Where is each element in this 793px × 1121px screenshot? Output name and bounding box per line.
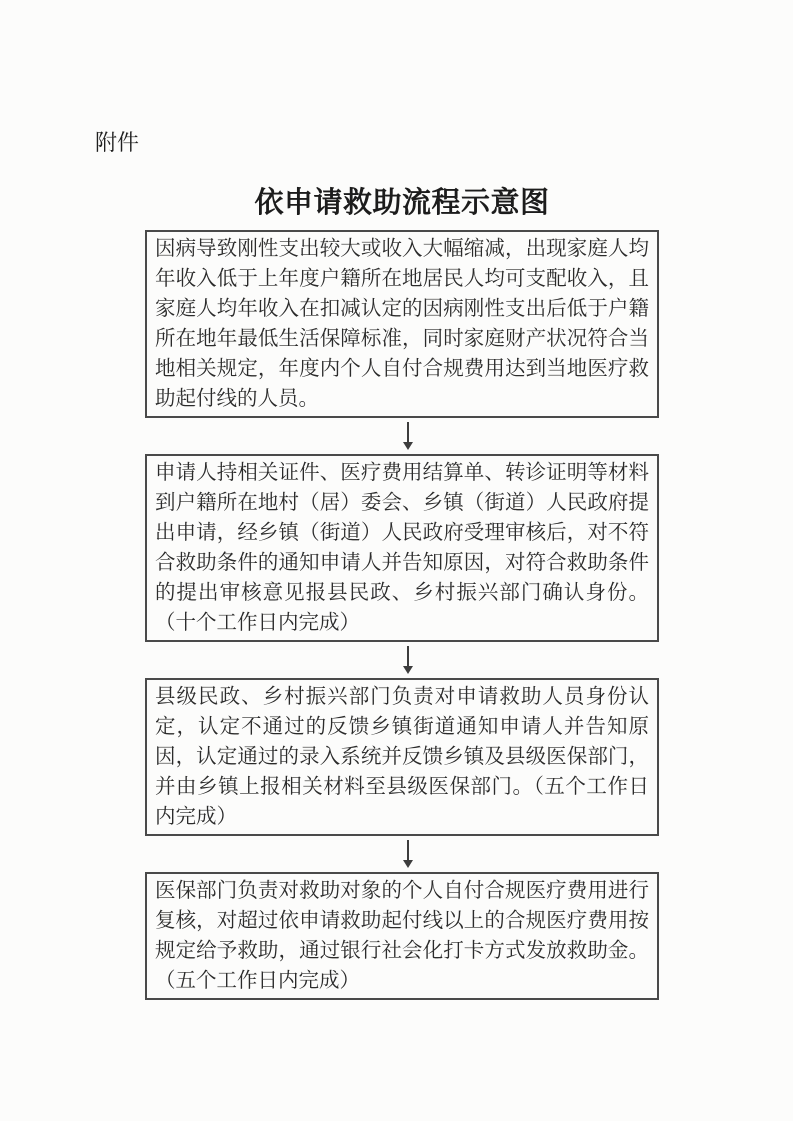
arrow-stem bbox=[407, 646, 409, 667]
flow-arrow-down-icon-2 bbox=[151, 642, 665, 678]
flow-arrow-down-icon-1 bbox=[151, 418, 665, 454]
arrow-head bbox=[403, 666, 413, 674]
page-title: 依申请救助流程示意图 bbox=[254, 187, 550, 219]
arrow-head bbox=[403, 442, 413, 450]
flow-step-eligibility: 因病导致刚性支出较大或收入大幅缩减，出现家庭人均年收入低于上年度户籍所在地居民人均可支配收入，且家庭人均年收入在扣减认定的因病刚性支出后低于户籍所在地年最低生活保障标准，同时家庭财产状况符合当地相关规定，年度内个人自付合规费用达到当地医疗救助起付线的人员。 bbox=[145, 230, 659, 418]
flow-step-fund-disbursement: 医保部门负责对救助对象的个人自付合规医疗费用进行复核，对超过依申请救助起付线以上的合规医疗费用按规定给予救助，通过银行社会化打卡方式发放救助金。（五个工作日内完成） bbox=[145, 872, 659, 1000]
arrow-head bbox=[403, 860, 413, 868]
flow-step-identity-confirmation: 县级民政、乡村振兴部门负责对申请救助人员身份认定，认定不通过的反馈乡镇街道通知申请人并告知原因，认定通过的录入系统并反馈乡镇及县级医保部门，并由乡镇上报相关材料至县级医保部门。（五个工作日内完成） bbox=[145, 678, 659, 836]
arrow-stem bbox=[407, 840, 409, 861]
flow-arrow-down-icon-3 bbox=[151, 836, 665, 872]
flowchart bbox=[145, 230, 659, 1000]
flow-step-application-review: 申请人持相关证件、医疗费用结算单、转诊证明等材料到户籍所在地村（居）委会、乡镇（街道）人民政府提出申请，经乡镇（街道）人民政府受理审核后，对不符合救助条件的通知申请人并告知原因，对符合救助条件的提出审核意见报县民政、乡村振兴部门确认身份。（十个工作日内完成） bbox=[145, 454, 659, 642]
attachment-label: 附件 bbox=[95, 130, 140, 155]
arrow-stem bbox=[407, 422, 409, 443]
